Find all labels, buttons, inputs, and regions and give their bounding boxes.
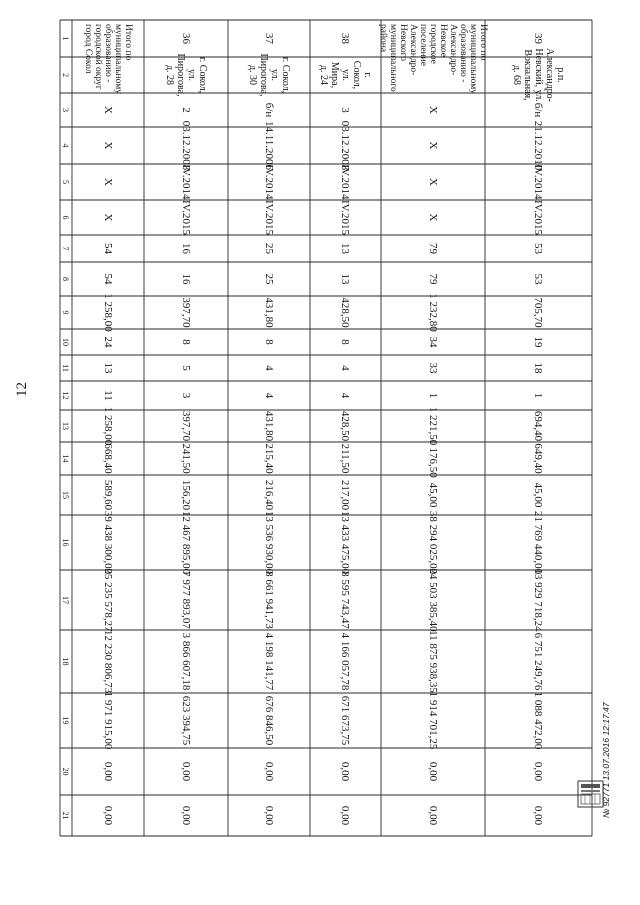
table-cell-c21: 0,00 bbox=[102, 805, 114, 826]
table-cell-c2 bbox=[72, 57, 144, 93]
table-cell-c15: 589,60 bbox=[102, 479, 114, 511]
table-cell-c16: 21 769 440,00 bbox=[532, 510, 545, 575]
table-cell-c5: IV.2014 bbox=[339, 164, 352, 200]
table-cell-c3: 2 bbox=[180, 107, 192, 113]
table-cell-c6: IV.2015 bbox=[180, 200, 192, 235]
table-cell-c15: 217,00 bbox=[339, 479, 352, 511]
table-cell-c7: 79 bbox=[427, 243, 439, 254]
column-number: 17 bbox=[61, 596, 71, 604]
table-cell-c14: 1 176,50 bbox=[427, 439, 439, 478]
table-cell-c2: г. Сокол, ул. Пирогова, д. 30 bbox=[247, 53, 291, 97]
table-cell-c7: 13 bbox=[339, 243, 352, 254]
table-cell-c10: 8 bbox=[180, 339, 192, 345]
column-number: 4 bbox=[61, 143, 71, 148]
column-number: 3 bbox=[61, 108, 71, 112]
table-cell-c9: 1 258,00 bbox=[102, 293, 114, 332]
table-cell-c15: 45,00 bbox=[532, 482, 545, 508]
table-cell-c4: X bbox=[427, 141, 439, 150]
table-cell-c14: 211,50 bbox=[339, 443, 352, 474]
table-cell-c12: 4 bbox=[263, 392, 275, 399]
table-cell-c1: 39 bbox=[532, 33, 545, 44]
table-cell-c5: IV.2014 bbox=[263, 164, 275, 200]
table-cell-c8: 16 bbox=[180, 273, 192, 285]
table-cell-c19: 1 088 472,00 bbox=[532, 691, 545, 750]
table-cell-c3: б/н bbox=[263, 102, 275, 118]
page-number: 12 bbox=[14, 382, 30, 397]
table-cell-c17: 13 929 718,24 bbox=[532, 568, 545, 632]
table-cell-c11: 18 bbox=[532, 362, 545, 374]
table-cell-c17: 7 977 893,07 bbox=[180, 571, 192, 629]
table-cell-c19: 1 971 915,00 bbox=[102, 691, 114, 750]
column-number: 12 bbox=[61, 391, 71, 400]
column-number: 19 bbox=[61, 716, 71, 725]
table-cell-c16: 13 536 930,00 bbox=[263, 510, 275, 575]
table-cell-c10: 19 bbox=[532, 336, 545, 348]
table-cell-c6: IV.2015 bbox=[263, 200, 275, 235]
table-cell-c5: IV.2014 bbox=[180, 164, 192, 200]
table-cell-c7: 54 bbox=[102, 243, 114, 254]
table-cell-c14: 215,40 bbox=[263, 443, 275, 474]
table-cell-c20: 0,00 bbox=[427, 761, 439, 782]
table-cell-c18: 3 866 607,18 bbox=[180, 632, 192, 691]
table-cell-c14: 649,40 bbox=[532, 443, 545, 474]
table-cell-c19: 671 673,75 bbox=[339, 695, 352, 746]
table-cell-c13: 1 258,00 bbox=[102, 406, 114, 446]
table-cell-c17: 8 661 941,73 bbox=[263, 571, 275, 629]
table-cell-c1: Итого по муниципальному образованию - Александро-Невское городское поселение Александро-Невского муниципального района bbox=[378, 24, 488, 94]
column-number: 11 bbox=[61, 364, 71, 372]
table-cell-c21: 0,00 bbox=[180, 805, 192, 826]
table-cell-c21: 0,00 bbox=[263, 805, 275, 826]
table-cell-c12: 11 bbox=[102, 390, 114, 401]
table-cell-c4: 03.12.2008 bbox=[339, 120, 352, 171]
table-cell-c13: 428,50 bbox=[339, 410, 352, 442]
table-cell-c17: 25 235 578,27 bbox=[102, 568, 114, 632]
column-number: 20 bbox=[61, 767, 71, 776]
table-cell-c20: 0,00 bbox=[263, 761, 275, 782]
table-cell-c18: 4 166 057,78 bbox=[339, 632, 352, 691]
table-cell-c11: 13 bbox=[102, 362, 114, 374]
table-cell-c1: 36 bbox=[180, 33, 192, 44]
column-number: 7 bbox=[61, 246, 71, 251]
table-cell-c19: 676 846,50 bbox=[263, 695, 275, 746]
table-cell-c2: г. Сокол, ул. Пирогова, д. 28 bbox=[164, 53, 208, 97]
table-cell-c13: 1 221,50 bbox=[427, 406, 439, 446]
table-cell-c11: 4 bbox=[263, 365, 275, 371]
table-cell-c3: 3 bbox=[339, 107, 352, 113]
table-cell-c6: X bbox=[102, 213, 114, 222]
table-cell-c7: 25 bbox=[263, 243, 275, 254]
table-cell-c18: 12 230 806,73 bbox=[102, 629, 114, 694]
table-cell-c9: 1 232,80 bbox=[427, 293, 439, 332]
table-cell-c7: 53 bbox=[532, 243, 545, 254]
table-cell-c9: 431,80 bbox=[263, 297, 275, 328]
table-cell-c19: 623 394,75 bbox=[180, 695, 192, 746]
table-cell-c18: 6 751 249,76 bbox=[532, 632, 545, 691]
registration-footer: № 92771 13.07.2016 12:17:47 bbox=[601, 702, 611, 818]
table-cell-c4: 03.12.2008 bbox=[180, 120, 192, 171]
stamp-logo bbox=[577, 780, 604, 808]
table-cell-c13: 397,70 bbox=[180, 410, 192, 442]
column-number: 14 bbox=[61, 454, 71, 463]
table-cell-c15: 156,20 bbox=[180, 479, 192, 511]
table-cell-c12: 1 bbox=[532, 392, 545, 399]
table-cell-c10: 8 bbox=[263, 339, 275, 345]
table-cell-c8: 13 bbox=[339, 273, 352, 285]
table-cell-c18: 11 875 938,35 bbox=[427, 630, 439, 693]
table-cell-c10: 8 bbox=[339, 339, 352, 345]
table-cell-c9: 428,50 bbox=[339, 297, 352, 328]
table-cell-c16: 39 438 300,00 bbox=[102, 510, 114, 575]
column-number: 1 bbox=[61, 36, 71, 41]
table-cell-c21: 0,00 bbox=[532, 805, 545, 826]
column-number: 9 bbox=[61, 310, 71, 315]
table-cell-c3: X bbox=[102, 106, 114, 114]
table-cell-c21: 0,00 bbox=[427, 805, 439, 826]
column-number: 15 bbox=[61, 491, 71, 499]
table-cell-c7: 16 bbox=[180, 243, 192, 254]
column-number: 6 bbox=[61, 215, 71, 220]
table-cell-c16: 12 467 895,00 bbox=[180, 510, 192, 575]
table-cell-c6: X bbox=[427, 213, 439, 222]
table-cell-c15: 45,00 bbox=[427, 482, 439, 508]
table-cell-c3: б/н bbox=[532, 102, 545, 118]
table-cell-c10: 24 bbox=[102, 336, 114, 348]
table-cell-c18: 4 198 141,77 bbox=[263, 632, 275, 691]
table-cell-c8: 25 bbox=[263, 273, 275, 285]
column-number: 21 bbox=[61, 811, 71, 820]
table-cell-c20: 0,00 bbox=[102, 761, 114, 782]
table-cell-c2 bbox=[381, 57, 485, 93]
table-cell-c12: 3 bbox=[180, 392, 192, 399]
table-cell-c2: г. Сокол, ул. Мира, д. 24 bbox=[318, 60, 373, 90]
table-cell-c14: 241,50 bbox=[180, 443, 192, 474]
column-number: 16 bbox=[61, 538, 71, 547]
table-cell-c4: 21.12.2010 bbox=[532, 120, 545, 171]
column-number: 10 bbox=[61, 338, 71, 346]
table-cell-c12: 1 bbox=[427, 392, 439, 399]
table-cell-c14: 668,40 bbox=[102, 443, 114, 474]
table-cell-c8: 53 bbox=[532, 273, 545, 285]
table-cell-c15: 216,40 bbox=[263, 479, 275, 511]
table-cell-c16: 38 294 025,00 bbox=[427, 510, 439, 575]
column-number: 2 bbox=[61, 73, 71, 77]
column-number: 8 bbox=[61, 277, 71, 281]
table-cell-c17: 24 503 385,40 bbox=[427, 568, 439, 632]
table-cell-c8: 79 bbox=[427, 273, 439, 285]
table-cell-c13: 694,40 bbox=[532, 410, 545, 442]
table-cell-c8: 54 bbox=[102, 273, 114, 285]
table-cell-c21: 0,00 bbox=[339, 805, 352, 826]
table-cell-c11: 5 bbox=[180, 365, 192, 371]
table-cell-c5: X bbox=[102, 178, 114, 186]
column-number: 13 bbox=[61, 422, 71, 430]
table-cell-c11: 4 bbox=[339, 365, 352, 371]
table-cell-c20: 0,00 bbox=[180, 761, 192, 782]
table-cell-c4: X bbox=[102, 141, 114, 150]
table-cell-c20: 0,00 bbox=[339, 761, 352, 782]
table-cell-c9: 397,70 bbox=[180, 297, 192, 328]
table-cell-c1: 37 bbox=[263, 33, 275, 44]
table-cell-c20: 0,00 bbox=[532, 761, 545, 782]
table-cell-c19: 1 914 701,25 bbox=[427, 691, 439, 750]
table-cell-c1: 38 bbox=[339, 33, 352, 44]
column-number: 18 bbox=[61, 657, 71, 666]
table-cell-c16: 13 433 475,00 bbox=[339, 510, 352, 575]
table-cell-c5: X bbox=[427, 178, 439, 186]
table-cell-c9: 705,70 bbox=[532, 297, 545, 328]
table-cell-c4: 14.11.2006 bbox=[263, 120, 275, 171]
table-cell-c6: IV.2015 bbox=[339, 200, 352, 235]
table-cell-c17: 8 595 743,47 bbox=[339, 571, 352, 629]
table-cell-c10: 34 bbox=[427, 336, 439, 348]
table-cell-c6: IV.2015 bbox=[532, 200, 545, 235]
table-cell-c1: Итого по муниципальному образованию - городской округ город Сокол bbox=[83, 24, 133, 94]
table-cell-c5: IV.2014 bbox=[532, 164, 545, 200]
table-cell-c11: 33 bbox=[427, 362, 439, 374]
column-number: 5 bbox=[61, 180, 71, 184]
table-cell-c2: р.п. Александро-Невский, ул. Вокзальная, д. 68 bbox=[511, 47, 566, 103]
table-cell-c3: X bbox=[427, 106, 439, 114]
table-cell-c12: 4 bbox=[339, 392, 352, 399]
table-cell-c13: 431,80 bbox=[263, 410, 275, 442]
